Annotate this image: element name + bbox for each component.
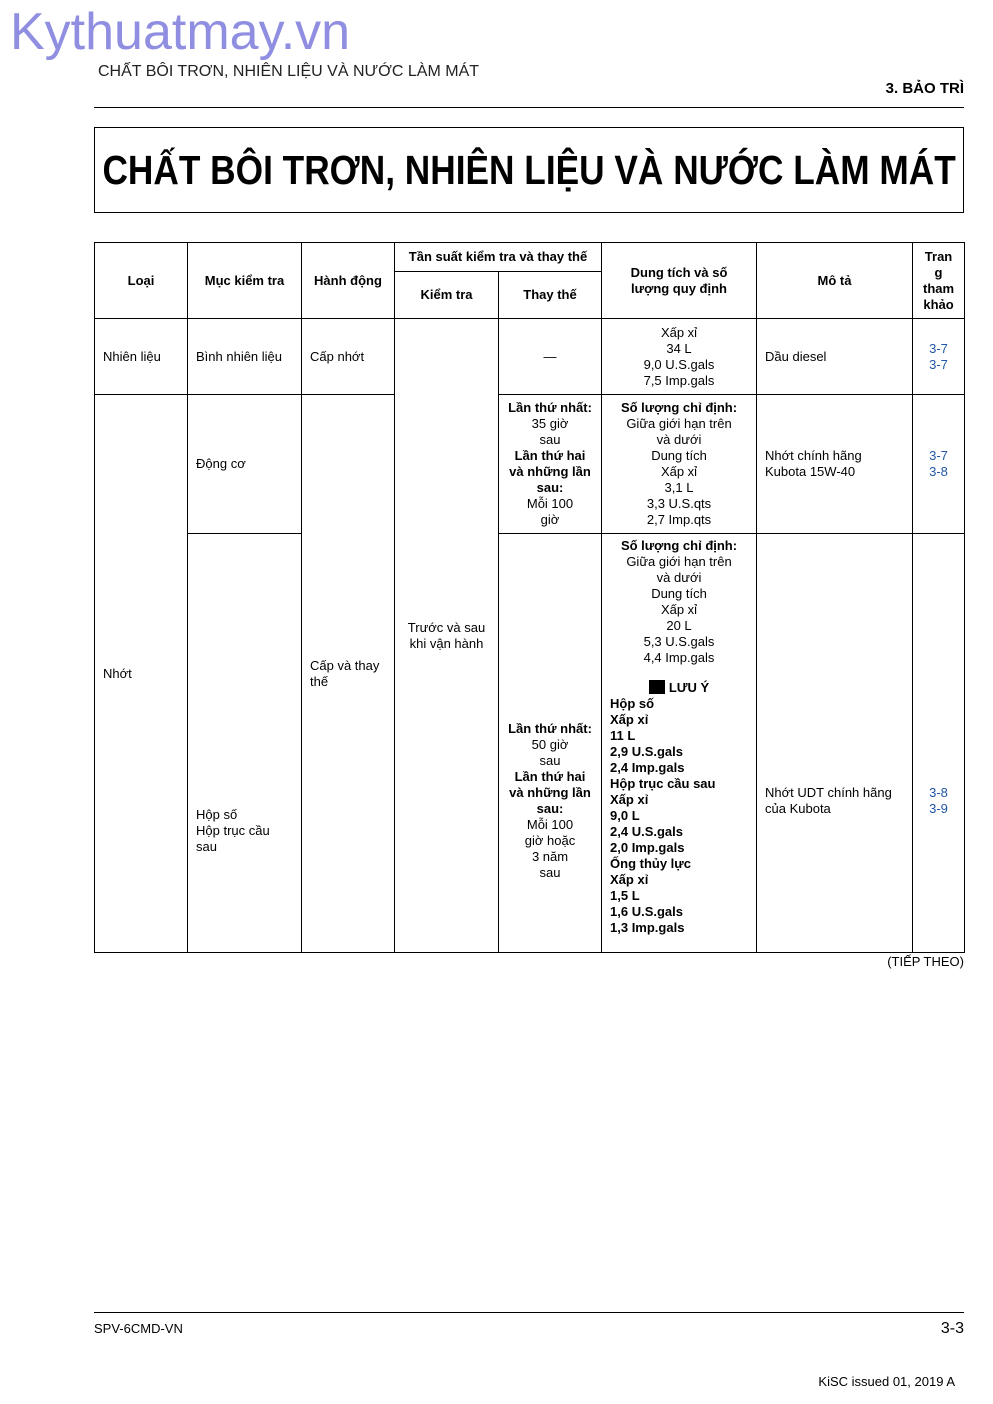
continued-label: (TIẾP THEO)	[887, 954, 964, 969]
watermark: Kythuatmay.vn	[10, 3, 351, 61]
caution-line: Xấp xỉ	[610, 792, 649, 807]
replace-label: Lần thứ hai	[514, 448, 586, 463]
header-frequency: Tần suất kiểm tra và thay thế	[395, 243, 602, 272]
cell-capacity	[602, 319, 757, 395]
header-item: Mục kiểm tra	[188, 243, 302, 319]
ref-link[interactable]: 3-7	[929, 340, 948, 356]
document-code: SPV-6CMD-VN	[94, 1321, 183, 1336]
table-row	[95, 534, 965, 953]
section-label: 3. BẢO TRÌ	[885, 80, 964, 97]
replace-value: Mỗi 100	[526, 496, 574, 511]
lubricant-table	[94, 242, 965, 953]
header-ref-page	[913, 243, 965, 319]
cell-capacity	[602, 395, 757, 534]
cell-check-shared	[395, 319, 499, 953]
ref-link[interactable]: 3-8	[929, 464, 948, 479]
replace-value: sau	[539, 753, 561, 768]
capacity-label: Số lượng chỉ định:	[620, 538, 738, 553]
capacity-line: 34 L	[666, 340, 692, 356]
cell-action	[302, 395, 395, 953]
capacity-line: 7,5 Imp.gals	[643, 372, 715, 388]
capacity-line: Dung tích	[651, 586, 707, 601]
caution-line: 11 L	[610, 728, 636, 743]
cell-refs	[913, 395, 965, 534]
replace-label: Lần thứ nhất:	[508, 721, 592, 736]
caution-line: Xấp xỉ	[610, 872, 649, 887]
replace-value: 35 giờ	[531, 416, 569, 431]
capacity-line: và dưới	[656, 432, 702, 447]
capacity-line: 9,0 U.S.gals	[643, 356, 715, 372]
check-line: Trước và sau	[407, 619, 486, 635]
caution-heading	[610, 680, 748, 696]
table-row	[95, 319, 965, 395]
capacity-line: 2,7 Imp.qts	[646, 512, 712, 527]
header-type: Loại	[95, 243, 188, 319]
caution-line: 9,0 L	[610, 808, 640, 823]
description-line: Nhớt UDT chính hãng	[765, 785, 892, 800]
replace-label: sau:	[536, 480, 564, 495]
caution-line: 2,4 U.S.gals	[610, 824, 683, 839]
cell-refs	[913, 534, 965, 953]
cell-description: Dầu diesel	[757, 319, 913, 395]
caution-label: LƯU Ý	[668, 680, 710, 695]
page-title-box	[94, 127, 964, 213]
cell-refs	[913, 319, 965, 395]
header-action: Hành động	[302, 243, 395, 319]
header-replace: Thay thế	[499, 272, 602, 319]
header-divider	[94, 107, 964, 108]
page-number: 3-3	[940, 1320, 964, 1337]
ref-link[interactable]: 3-7	[929, 448, 948, 463]
header-ref-line: khảo	[923, 296, 954, 312]
replace-value: 3 năm	[531, 849, 569, 864]
replace-value: 50 giờ	[531, 737, 569, 752]
cell-item: Bình nhiên liệu	[188, 319, 302, 395]
action-line: thế	[310, 673, 329, 689]
cell-item: Động cơ	[188, 395, 302, 534]
replace-label: Lần thứ hai	[514, 769, 586, 784]
capacity-line: 4,4 Imp.gals	[643, 650, 715, 665]
replace-value: giờ	[540, 512, 560, 527]
caution-line: 2,0 Imp.gals	[610, 840, 685, 855]
caution-line: Ống thủy lực	[610, 856, 691, 871]
caution-line: 1,6 U.S.gals	[610, 904, 683, 919]
check-line: khi vận hành	[409, 635, 484, 651]
cell-description	[757, 395, 913, 534]
page-title: CHẤT BÔI TRƠN, NHIÊN LIỆU VÀ NƯỚC LÀM MÁT	[102, 146, 956, 193]
caution-line: Xấp xỉ	[610, 712, 649, 727]
cell-description	[757, 534, 913, 953]
header-description: Mô tả	[757, 243, 913, 319]
capacity-line: 20 L	[666, 618, 692, 633]
cell-replace: —	[499, 319, 602, 395]
capacity-line: Xấp xỉ	[660, 464, 698, 479]
cell-capacity	[602, 534, 757, 953]
capacity-line: 3,1 L	[664, 480, 694, 495]
cell-type: Nhiên liệu	[95, 319, 188, 395]
cell-type: Nhớt	[95, 395, 188, 953]
replace-label: sau:	[536, 801, 564, 816]
header-check: Kiểm tra	[395, 272, 499, 319]
item-line: Hộp trục cầu	[196, 823, 270, 838]
replace-value: sau	[539, 432, 561, 447]
caution-line: 2,9 U.S.gals	[610, 744, 683, 759]
caution-icon	[649, 680, 665, 694]
table-row	[95, 395, 965, 534]
capacity-line: Xấp xỉ	[660, 324, 698, 340]
caution-line: 1,5 L	[610, 888, 640, 903]
header-capacity: Dung tích và số lượng quy định	[602, 243, 757, 319]
description-line: Nhớt chính hãng	[765, 448, 862, 463]
capacity-line: 3,3 U.S.qts	[646, 496, 712, 511]
description-line: của Kubota	[765, 801, 831, 816]
ref-link[interactable]: 3-7	[929, 356, 948, 372]
capacity-line: 5,3 U.S.gals	[643, 634, 715, 649]
caution-line: Hộp số	[610, 696, 655, 711]
cell-replace	[499, 395, 602, 534]
replace-value: Mỗi 100	[526, 817, 574, 832]
replace-label: và những lần	[509, 464, 591, 479]
capacity-line: Giữa giới hạn trên	[626, 416, 732, 431]
cell-action: Cấp nhớt	[302, 319, 395, 395]
cell-item	[188, 534, 302, 953]
footer-divider	[94, 1312, 964, 1313]
replace-label: và những lần	[509, 785, 591, 800]
capacity-line: Xấp xỉ	[660, 602, 698, 617]
caution-line: Hộp trục cầu sau	[610, 776, 716, 791]
capacity-line: Giữa giới hạn trên	[626, 554, 732, 569]
action-line: Cấp và thay	[310, 657, 380, 673]
capacity-line: Dung tích	[651, 448, 707, 463]
item-line: Hộp số	[196, 807, 238, 822]
header-ref-line: tham	[922, 280, 955, 296]
replace-value: giờ hoặc	[524, 833, 576, 848]
issued-label: KiSC issued 01, 2019 A	[818, 1374, 955, 1389]
capacity-line: và dưới	[656, 570, 702, 585]
item-line: sau	[196, 839, 217, 854]
replace-label: Lần thứ nhất:	[508, 400, 592, 415]
description-line: Kubota 15W-40	[765, 464, 856, 479]
cell-replace	[499, 534, 602, 953]
capacity-label: Số lượng chỉ định:	[620, 400, 738, 415]
caution-line: 1,3 Imp.gals	[610, 920, 685, 935]
replace-value: sau	[539, 865, 561, 880]
header-ref-line: g	[934, 264, 943, 280]
running-header: CHẤT BÔI TRƠN, NHIÊN LIỆU VÀ NƯỚC LÀM MÁT	[98, 63, 480, 80]
ref-link[interactable]: 3-8	[929, 785, 948, 800]
ref-link[interactable]: 3-9	[929, 801, 948, 816]
header-ref-line: Tran	[924, 248, 953, 264]
caution-line: 2,4 Imp.gals	[610, 760, 685, 775]
